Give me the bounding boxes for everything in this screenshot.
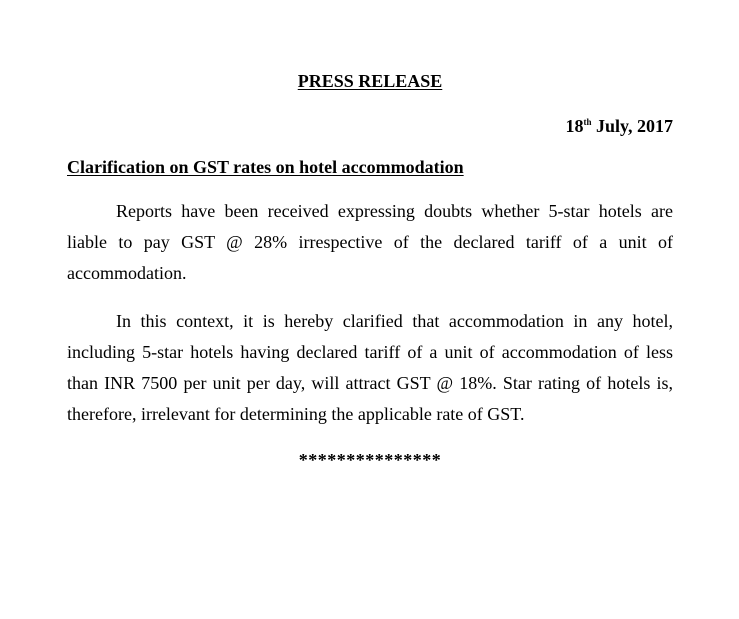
document-title xyxy=(67,70,673,92)
end-of-document-marker: *************** xyxy=(298,450,442,470)
body-paragraph-1: Reports have been received expressing doubts whether 5-star hotels are liable to pay GST @ 28% irrespective of the declared tariff of a unit of accommodation. xyxy=(67,201,673,283)
section-heading: Clarification on GST rates on hotel accommodation xyxy=(67,157,464,177)
document-title-text: PRESS RELEASE xyxy=(297,71,443,91)
release-date-day: 18 xyxy=(565,116,584,136)
release-date-rest: July, 2017 xyxy=(591,116,673,136)
body-paragraph-2: In this context, it is hereby clarified that accommodation in any hotel, including 5-star hotels having declared tariff of a unit of accommodation of less than INR 7500 per unit per day, will attract GST @ 18%. Star rating of hotels is, therefore, irrelevant for determining the applicable rate of GST. xyxy=(67,311,673,424)
release-date-suffix: th xyxy=(583,117,592,127)
press-release-page xyxy=(67,0,673,619)
release-date xyxy=(565,115,673,140)
